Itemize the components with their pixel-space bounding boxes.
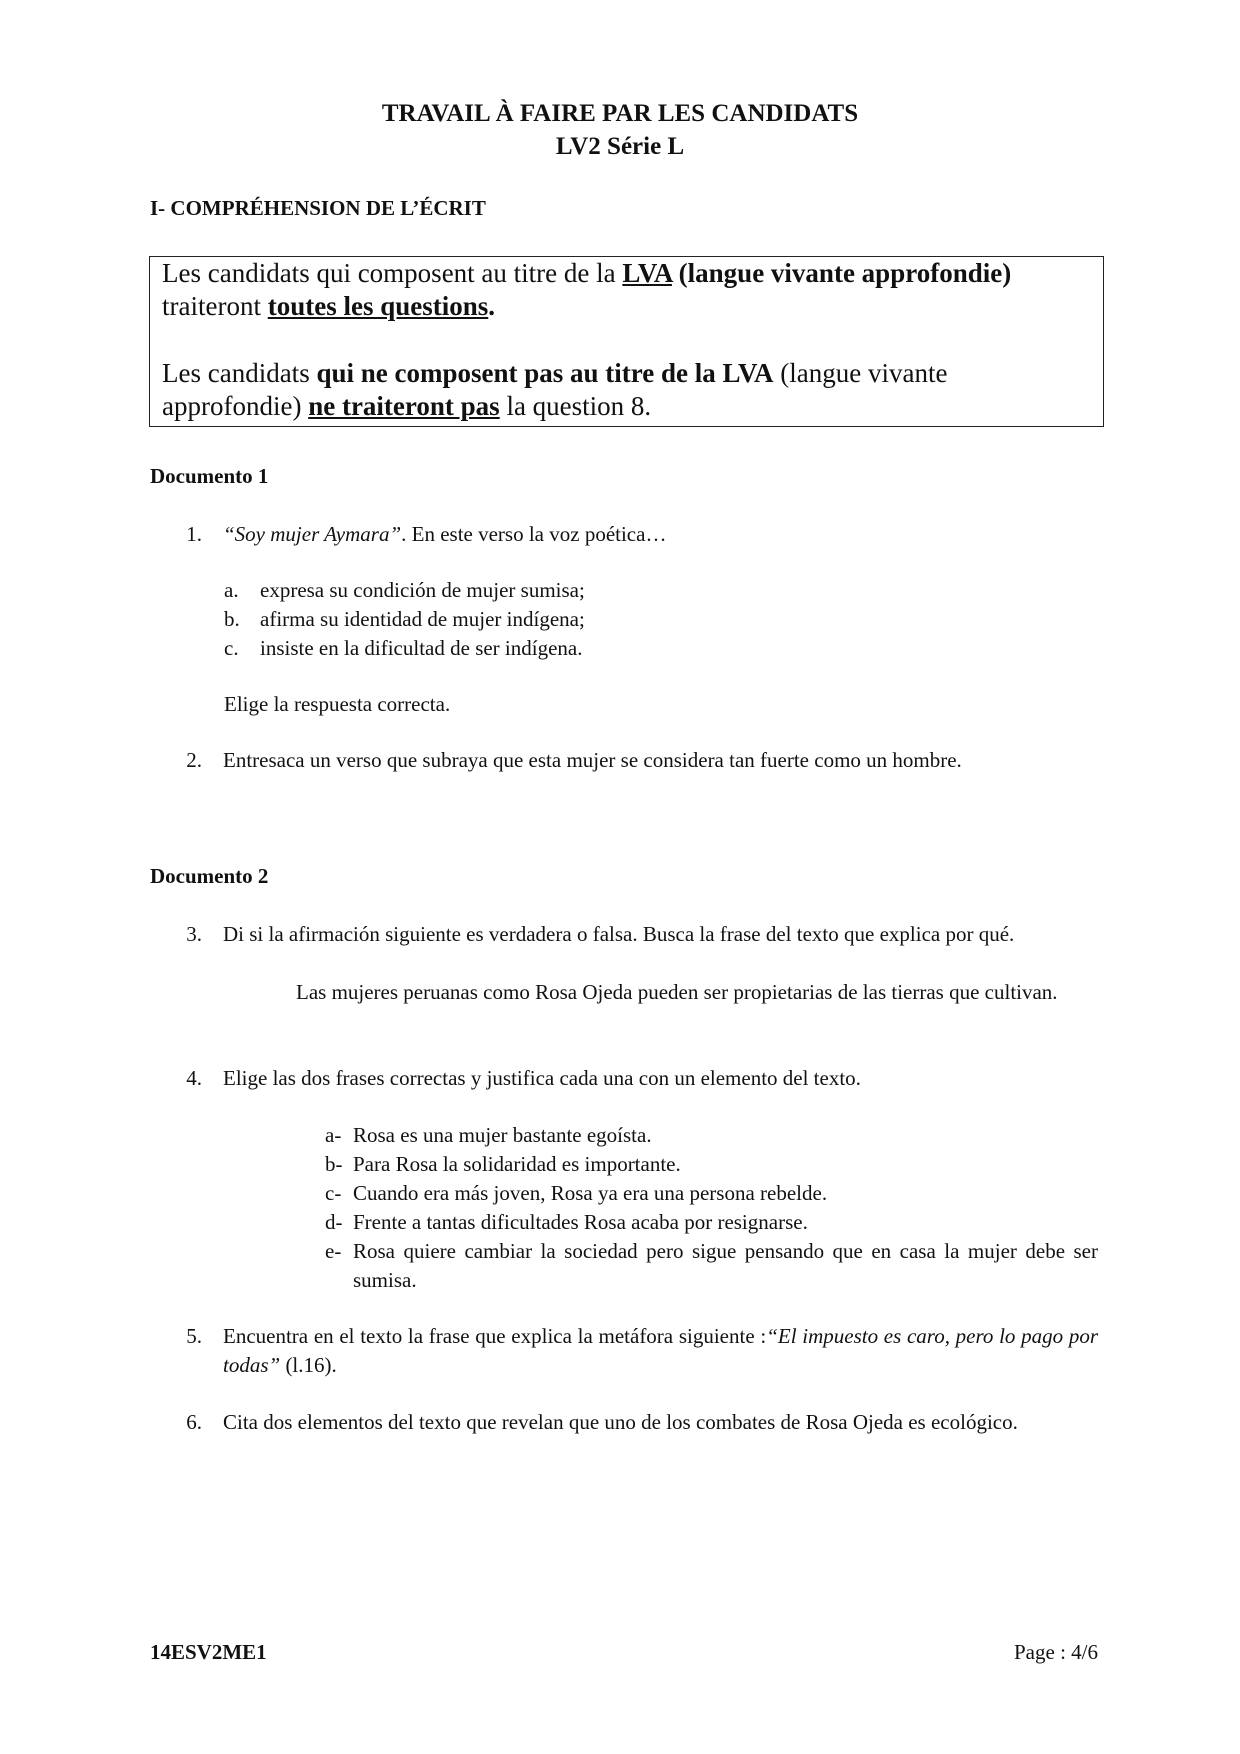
option-b: b. afirma su identidad de mujer indígena; [224, 607, 585, 631]
instructions-paragraph-1: Les candidats qui composent au titre de la LVA (langue vivante approfondie) traiteront toutes les questions. [162, 258, 1012, 321]
option-c: c. insiste en la dificultad de ser indígena. [224, 636, 583, 660]
option-a: a. expresa su condición de mujer sumisa; [224, 578, 585, 602]
question-6: 6. Cita dos elementos del texto que revelan que uno de los combates de Rosa Ojeda es ecológico. [150, 1408, 1098, 1437]
option-a: a- Rosa es una mujer bastante egoísta. [325, 1123, 652, 1147]
footer-page-number: Page : 4/6 [1014, 1640, 1098, 1664]
question-4: 4. Elige las dos frases correctas y justifica cada una con un elemento del texto. [150, 1064, 1098, 1093]
question-1-instruction: Elige la respuesta correcta. [224, 692, 451, 716]
page-title: TRAVAIL À FAIRE PAR LES CANDIDATS [381, 100, 859, 127]
question-number: 5. [186, 1324, 202, 1348]
question-number: 1. [186, 522, 202, 546]
question-3: 3. Di si la afirmación siguiente es verdadera o falsa. Busca la frase del texto que explica por qué. [150, 920, 1098, 949]
question-2: 2. Entresaca un verso que subraya que esta mujer se considera tan fuerte como un hombre. [150, 746, 1098, 775]
question-number: 2. [186, 748, 202, 772]
question-3-statement: Las mujeres peruanas como Rosa Ojeda pueden ser propietarias de las tierras que cultivan. [296, 980, 1058, 1004]
question-number: 3. [186, 922, 202, 946]
question-quote: “Soy mujer Aymara” [223, 522, 402, 546]
question-1: 1. “Soy mujer Aymara”. En este verso la voz poética… [150, 520, 1098, 549]
option-d: d- Frente a tantas dificultades Rosa acaba por resignarse. [325, 1210, 808, 1234]
option-b: b- Para Rosa la solidaridad es importante. [325, 1152, 681, 1176]
instructions-box [149, 256, 1104, 427]
section-title: I- COMPRÉHENSION DE L’ÉCRIT [150, 196, 486, 220]
metaphor-quote: “El impuesto es caro, pero lo pago por todas” [223, 1324, 1098, 1377]
question-1-options [224, 576, 585, 663]
option-c: c- Cuando era más joven, Rosa ya era una persona rebelde. [325, 1181, 828, 1205]
page-subtitle: LV2 Série L [555, 133, 685, 160]
question-number: 6. [186, 1410, 202, 1434]
footer-code: 14ESV2ME1 [150, 1640, 267, 1664]
document-2-heading: Documento 2 [150, 864, 269, 888]
question-4-options [325, 1121, 1098, 1295]
document-1-heading: Documento 1 [150, 464, 269, 488]
instructions-paragraph-2: Les candidats qui ne composent pas au titre de la LVA (langue vivante approfondie) ne traiteront pas la question 8. [162, 358, 948, 421]
option-e: e- Rosa quiere cambiar la sociedad pero sigue pensando que en casa la mujer debe ser sumisa. [325, 1239, 1098, 1292]
question-5: 5. Encuentra en el texto la frase que explica la metáfora siguiente :“El impuesto es caro, pero lo pago por todas” (l.16). [150, 1322, 1098, 1380]
question-number: 4. [186, 1066, 202, 1090]
